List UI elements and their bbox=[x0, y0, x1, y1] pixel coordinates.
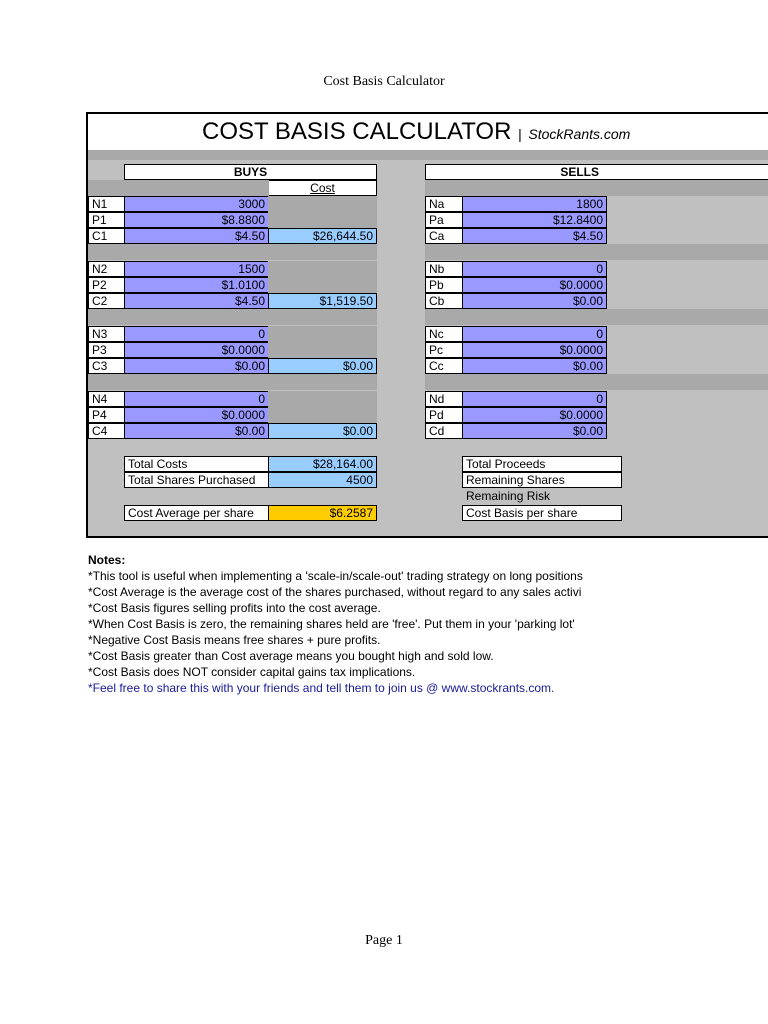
total-costs-value: $28,164.00 bbox=[268, 456, 377, 472]
total-shares-value: 4500 bbox=[268, 472, 377, 488]
buys-heading: BUYS bbox=[124, 164, 377, 180]
sheet-title: COST BASIS CALCULATOR bbox=[202, 118, 512, 145]
group-separator bbox=[425, 309, 768, 325]
sell-row-label: Pd bbox=[425, 407, 463, 423]
cost-average-value: $6.2587 bbox=[268, 505, 377, 521]
sell-input-cell[interactable]: $0.0000 bbox=[462, 342, 607, 358]
buy-row-label: P2 bbox=[88, 277, 125, 293]
buy-cost-cell: $0.00 bbox=[268, 358, 377, 374]
sell-row-label: Nc bbox=[425, 326, 463, 342]
buy-input-cell[interactable]: $0.0000 bbox=[124, 407, 269, 423]
page-header: Cost Basis Calculator bbox=[323, 74, 445, 89]
title-band bbox=[88, 114, 768, 150]
note-line: *Cost Basis greater than Cost average means you bought high and sold low. bbox=[88, 649, 494, 663]
buy-input-cell[interactable]: $4.50 bbox=[124, 293, 269, 309]
buy-cost-cell: $0.00 bbox=[268, 423, 377, 439]
buy-input-cell[interactable]: $0.00 bbox=[124, 423, 269, 439]
site-name: StockRants.com bbox=[528, 126, 631, 142]
header-band bbox=[425, 180, 768, 196]
sell-input-cell[interactable]: $0.00 bbox=[462, 293, 607, 309]
sells-heading: SELLS bbox=[425, 164, 768, 180]
sell-input-cell[interactable]: 0 bbox=[462, 391, 607, 407]
cost-blank-cell bbox=[268, 342, 377, 358]
title-line bbox=[202, 118, 630, 146]
sell-input-cell[interactable]: $0.00 bbox=[462, 358, 607, 374]
cost-column-heading: Cost bbox=[268, 180, 377, 196]
buy-input-cell[interactable]: $0.00 bbox=[124, 358, 269, 374]
title-separator: | bbox=[518, 126, 522, 142]
buy-input-cell[interactable]: $0.0000 bbox=[124, 342, 269, 358]
sell-row-label: Cd bbox=[425, 423, 463, 439]
sell-input-cell[interactable]: 1800 bbox=[462, 196, 607, 212]
note-line: *When Cost Basis is zero, the remaining shares held are 'free'. Put them in your 'parking lot' bbox=[88, 617, 575, 631]
buy-row-label: N3 bbox=[88, 326, 125, 342]
sell-row-label: Pc bbox=[425, 342, 463, 358]
buy-cost-cell: $26,644.50 bbox=[268, 228, 377, 244]
sell-input-cell[interactable]: $0.00 bbox=[462, 423, 607, 439]
sell-row-label: Pa bbox=[425, 212, 463, 228]
buy-row-label: P3 bbox=[88, 342, 125, 358]
total-costs-label: Total Costs bbox=[124, 456, 269, 472]
group-separator bbox=[88, 309, 377, 325]
sell-row-label: Nb bbox=[425, 261, 463, 277]
cost-basis-label: Cost Basis per share bbox=[462, 505, 622, 521]
calculator-sheet bbox=[86, 112, 768, 538]
group-separator bbox=[88, 244, 377, 260]
sell-input-cell[interactable]: 0 bbox=[462, 261, 607, 277]
header-band bbox=[88, 180, 269, 196]
sell-row-label: Ca bbox=[425, 228, 463, 244]
group-separator bbox=[425, 244, 768, 260]
buy-input-cell[interactable]: 1500 bbox=[124, 261, 269, 277]
buy-row-label: C1 bbox=[88, 228, 125, 244]
total-shares-label: Total Shares Purchased bbox=[124, 472, 269, 488]
cost-blank-cell bbox=[268, 391, 377, 407]
share-line: *Feel free to share this with your friends and tell them to join us @ www.stockrants.com. bbox=[88, 681, 555, 695]
group-separator bbox=[425, 374, 768, 390]
sell-input-cell[interactable]: $12.8400 bbox=[462, 212, 607, 228]
cost-blank-cell bbox=[268, 277, 377, 293]
sell-row-label: Na bbox=[425, 196, 463, 212]
sell-input-cell[interactable]: 0 bbox=[462, 326, 607, 342]
total-proceeds-label: Total Proceeds bbox=[462, 456, 622, 472]
note-line: *Cost Basis does NOT consider capital gains tax implications. bbox=[88, 665, 416, 679]
buy-input-cell[interactable]: $4.50 bbox=[124, 228, 269, 244]
page-footer: Page 1 bbox=[365, 933, 403, 948]
sell-row-label: Cc bbox=[425, 358, 463, 374]
band-top bbox=[88, 150, 768, 160]
group-separator bbox=[88, 374, 377, 390]
cost-blank-cell bbox=[268, 261, 377, 277]
note-line: *Cost Basis figures selling profits into the cost average. bbox=[88, 601, 381, 615]
sell-row-label: Pb bbox=[425, 277, 463, 293]
sell-row-label: Nd bbox=[425, 391, 463, 407]
cost-blank-cell bbox=[268, 212, 377, 228]
buy-input-cell[interactable]: $1.0100 bbox=[124, 277, 269, 293]
remaining-risk-label: Remaining Risk bbox=[466, 489, 551, 503]
buy-row-label: N4 bbox=[88, 391, 125, 407]
buy-row-label: N2 bbox=[88, 261, 125, 277]
buy-input-cell[interactable]: 3000 bbox=[124, 196, 269, 212]
cost-blank-cell bbox=[268, 407, 377, 423]
sell-row-label: Cb bbox=[425, 293, 463, 309]
cost-average-label: Cost Average per share bbox=[124, 505, 269, 521]
buy-input-cell[interactable]: $8.8800 bbox=[124, 212, 269, 228]
note-line: *This tool is useful when implementing a 'scale-in/scale-out' trading strategy on long positions bbox=[88, 569, 583, 583]
sell-input-cell[interactable]: $4.50 bbox=[462, 228, 607, 244]
buy-row-label: P1 bbox=[88, 212, 125, 228]
buy-row-label: C4 bbox=[88, 423, 125, 439]
note-line: *Negative Cost Basis means free shares + pure profits. bbox=[88, 633, 381, 647]
buy-input-cell[interactable]: 0 bbox=[124, 391, 269, 407]
buy-row-label: P4 bbox=[88, 407, 125, 423]
notes-section bbox=[88, 552, 768, 696]
note-line: *Cost Average is the average cost of the shares purchased, without regard to any sales activi bbox=[88, 585, 582, 599]
buy-cost-cell: $1,519.50 bbox=[268, 293, 377, 309]
cost-blank-cell bbox=[268, 196, 377, 212]
buy-row-label: C3 bbox=[88, 358, 125, 374]
notes-heading: Notes: bbox=[88, 553, 126, 567]
buy-row-label: N1 bbox=[88, 196, 125, 212]
sell-input-cell[interactable]: $0.0000 bbox=[462, 407, 607, 423]
remaining-shares-label: Remaining Shares bbox=[462, 472, 622, 488]
buy-input-cell[interactable]: 0 bbox=[124, 326, 269, 342]
buy-row-label: C2 bbox=[88, 293, 125, 309]
sell-input-cell[interactable]: $0.0000 bbox=[462, 277, 607, 293]
cost-blank-cell bbox=[268, 326, 377, 342]
